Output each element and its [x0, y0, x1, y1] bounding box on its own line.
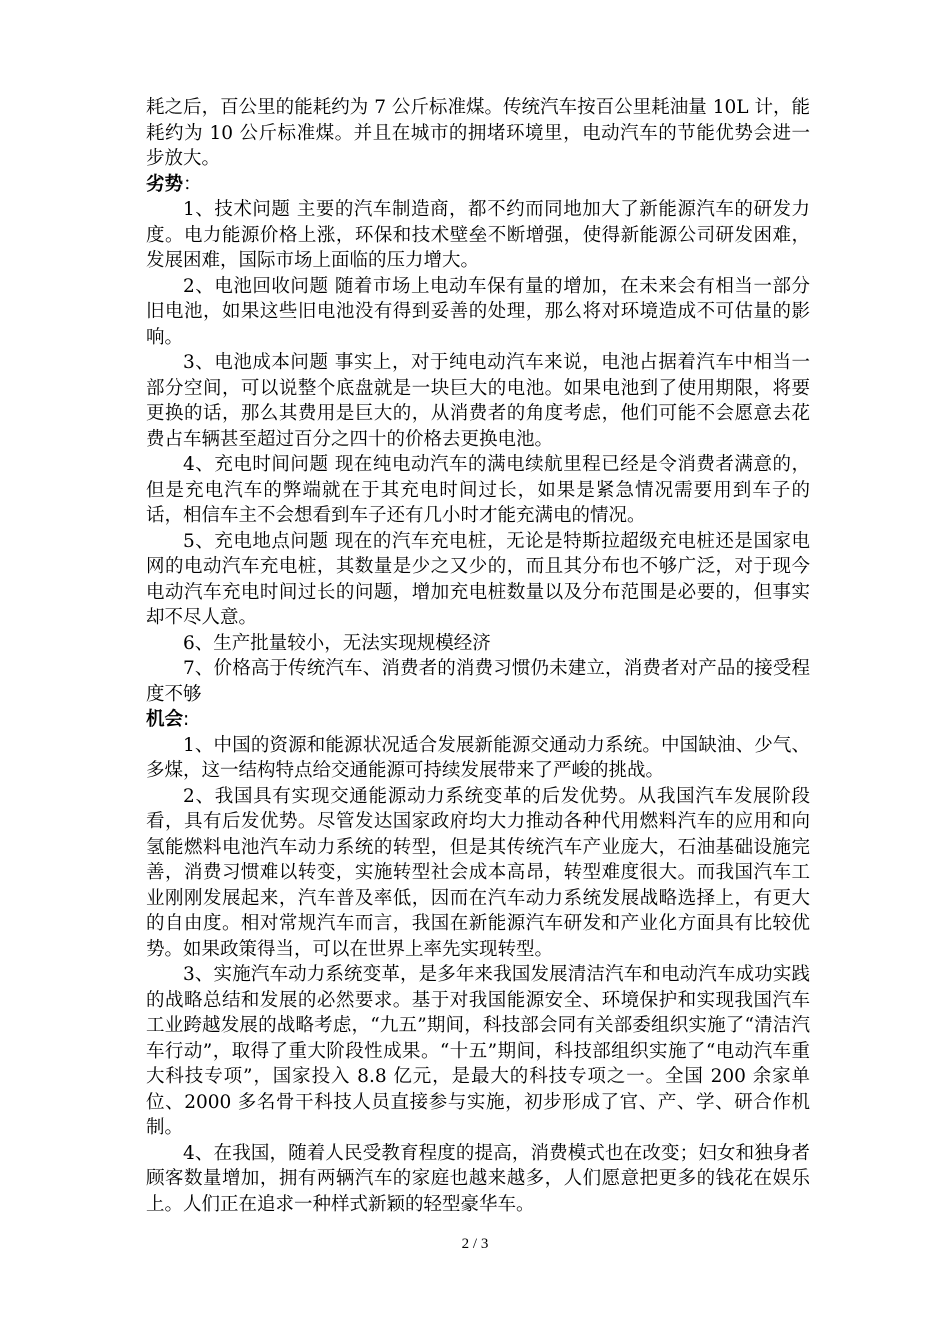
weaknesses-heading-text: 劣势 [146, 173, 184, 195]
weakness-item: 3、电池成本问题 事实上，对于纯电动汽车来说，电池占据着汽车中相当一部分空间，可以说整个底盘就是一块巨大的电池。如果电池到了使用期限，将要更换的话，那么其费用是巨大的，从消费者的角度考虑，他们可能不会愿意去花费占车辆甚至超过百分之四十的价格去更换电池。 [146, 352, 810, 450]
intro-paragraph: 耗之后，百公里的能耗约为 7 公斤标准煤。传统汽车按百公里耗油量 10L 计，能耗约为 10 公斤标准煤。并且在城市的拥堵环境里，电动汽车的节能优势会进一步放大。 [146, 97, 810, 169]
weakness-item: 6、生产批量较小，无法实现规模经济 [183, 632, 491, 654]
weaknesses-heading-colon: ： [183, 173, 202, 195]
opportunities-heading-text: 机会 [146, 709, 184, 730]
weaknesses-heading [146, 172, 810, 198]
opportunity-item: 1、中国的资源和能源状况适合发展新能源交通动力系统。中国缺油、少气、多煤，这一结构特点给交通能源可持续发展带来了严峻的挑战。 [146, 734, 810, 781]
weakness-item: 7、价格高于传统汽车、消费者的消费习惯仍未建立，消费者对产品的接受程度不够 [146, 658, 810, 705]
page-number: 2 / 3 [461, 1236, 489, 1252]
weakness-item: 4、充电时间问题 现在纯电动汽车的满电续航里程已经是令消费者满意的，但是充电汽车的弊端就在于其充电时间过长，如果是紧急情况需要用到车子的话，相信车主不会想看到车子还有几小时才能充满电的情况。 [146, 454, 810, 526]
opportunity-item: 4、在我国，随着人民受教育程度的提高，消费模式也在改变；妇女和独身者顾客数量增加，拥有两辆汽车的家庭也越来越多，人们愿意把更多的钱花在娱乐上。人们正在追求一种样式新颖的轻型豪华车。 [146, 1142, 810, 1215]
document-body [146, 95, 810, 1217]
weakness-item: 1、技术问题 主要的汽车制造商，都不约而同地加大了新能源汽车的研发力度。电力能源价格上涨，环保和技术壁垒不断增强，使得新能源公司研发困难，发展困难，国际市场上面临的压力增大。 [146, 199, 810, 271]
opportunities-heading [146, 707, 810, 733]
opportunity-item: 2、我国具有实现交通能源动力系统变革的后发优势。从我国汽车发展阶段看，具有后发优势。尽管发达国家政府均大力推动各种代用燃料汽车的应用和向氢能燃料电池汽车动力系统的转型，但是其传统汽车产业庞大，石油基础设施完善，消费习惯难以转变，实施转型社会成本高昂，转型难度很大。而我国汽车工业刚刚发展起来，汽车普及率低，因而在汽车动力系统发展战略选择上，有更大的自由度。相对常规汽车而言，我国在新能源汽车研发和产业化方面具有比较优势。如果政策得当，可以在世界上率先实现转型。 [146, 785, 810, 960]
opportunities-heading-colon: : [183, 709, 190, 730]
weakness-item: 2、电池回收问题 随着市场上电动车保有量的增加，在未来会有相当一部分旧电池，如果这些旧电池没有得到妥善的处理，那么将对环境造成不可估量的影响。 [146, 275, 810, 348]
weakness-item: 5、充电地点问题 现在的汽车充电桩，无论是特斯拉超级充电桩还是国家电网的电动汽车充电桩，其数量是少之又少的，而且其分布也不够广泛，对于现今电动汽车充电时间过长的问题，增加充电桩数量以及分布范围是必要的，但事实却不尽人意。 [146, 530, 810, 628]
opportunity-item: 3、实施汽车动力系统变革，是多年来我国发展清洁汽车和电动汽车成功实践的战略总结和发展的必然要求。基于对我国能源安全、环境保护和实现我国汽车工业跨越发展的战略考虑，“九五”期间，科技部会同有关部委组织实施了“清洁汽车行动”，取得了重大阶段性成果。“十五”期间，科技部组织实施了“电动汽车重大科技专项”，国家投入 8.8 亿元，是最大的科技专项之一。全国 200 余家单位、2000 多名骨干科技人员直接参与实施，初步形成了官、产、学、研合作机制。 [146, 964, 810, 1138]
